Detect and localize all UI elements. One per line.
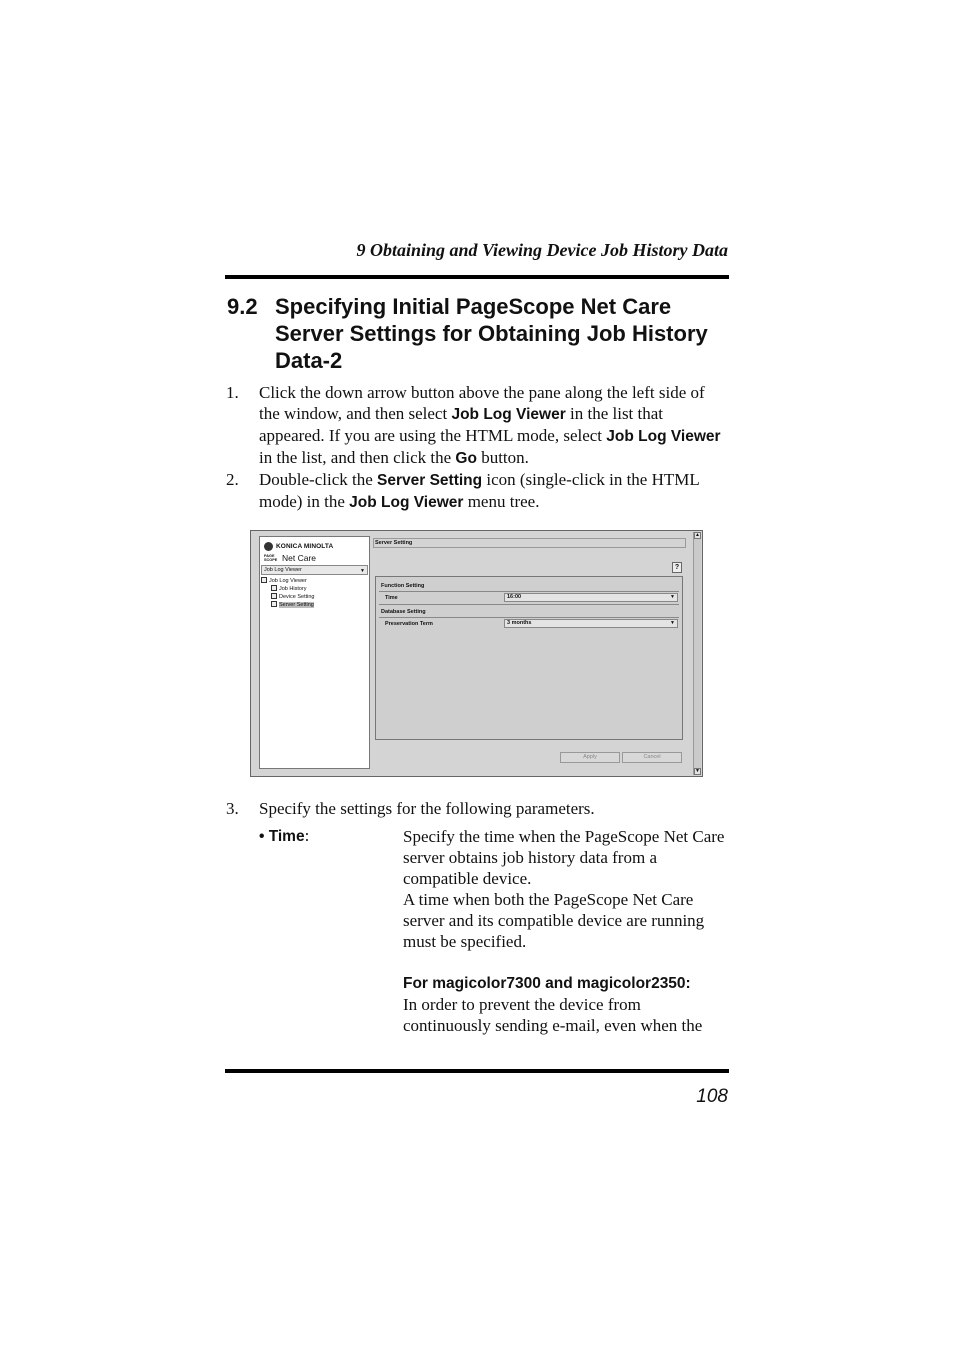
ui-term: Job Log Viewer: [451, 406, 566, 423]
panel-title: Server Setting: [373, 538, 686, 548]
server-icon: [271, 601, 277, 607]
step-number: 2.: [226, 470, 239, 489]
divider: [379, 617, 679, 618]
bullet: •: [259, 828, 265, 845]
cancel-button[interactable]: Cancel: [622, 752, 682, 763]
ui-term: Server Setting: [377, 472, 483, 489]
step-text: Click the down arrow button above the pane along the left side of the window, and then select Job Log Viewer in the list that appeared. If you are using the HTML mode, select Job Log Viewer in the list, and then click the Go button.: [259, 383, 721, 467]
divider: [379, 604, 679, 605]
chevron-down-icon[interactable]: ▼: [360, 568, 365, 574]
desc-paragraph: Specify the time when the PageScope Net Care server obtains job history data from a compatible device.: [403, 827, 725, 888]
running-header: 9 Obtaining and Viewing Device Job History Data: [356, 240, 728, 260]
step-text: Specify the settings for the following parameters.: [259, 799, 595, 818]
tree-item-device-setting[interactable]: Device Setting: [261, 593, 314, 601]
product-logo: PAGE SCOPE Net Care: [264, 553, 317, 563]
step-number: 3.: [226, 799, 239, 818]
menu-tree: [261, 577, 314, 609]
brand-icon: [264, 542, 273, 551]
section-title: Specifying Initial PageScope Net Care Server Settings for Obtaining Job History Data-2: [275, 294, 708, 373]
note-text: In order to prevent the device from continuously sending e-mail, even when the: [403, 995, 703, 1035]
step-number: 1.: [226, 383, 239, 402]
page-number: 108: [696, 1086, 728, 1107]
scroll-down-icon[interactable]: ▼: [695, 768, 700, 774]
folder-icon: [261, 577, 267, 583]
header-rule: [225, 275, 729, 279]
menu-select[interactable]: Job Log Viewer ▼: [261, 565, 368, 575]
database-setting-heading: Database Setting: [381, 609, 426, 615]
note-heading: For magicolor7300 and magicolor2350:: [403, 975, 691, 992]
time-label: Time: [385, 595, 398, 601]
vertical-scrollbar[interactable]: [693, 532, 701, 775]
time-select[interactable]: 16:00 ▼: [504, 593, 678, 602]
settings-form: [375, 576, 683, 740]
param-label: • Time:: [259, 826, 310, 845]
left-pane: [259, 536, 370, 769]
param-description: [403, 826, 728, 1036]
preservation-term-label: Preservation Term: [385, 621, 433, 627]
scroll-up-icon[interactable]: ▲: [695, 532, 700, 538]
param-name: Time: [268, 828, 305, 845]
tree-item-server-setting[interactable]: Server Setting: [261, 601, 314, 609]
device-icon: [271, 593, 277, 599]
tree-item-job-history[interactable]: Job History: [261, 585, 314, 593]
divider: [379, 591, 679, 592]
konica-minolta-logo: KONICA MINOLTA: [264, 541, 333, 551]
step-text: Double-click the Server Setting icon (single-click in the HTML mode) in the Job Log Viewer menu tree.: [259, 470, 700, 511]
apply-button[interactable]: Apply: [560, 752, 620, 763]
app-screenshot: [250, 530, 703, 777]
chevron-down-icon[interactable]: ▼: [670, 594, 675, 600]
footer-rule: [225, 1069, 729, 1073]
section-number: 9.2: [227, 294, 258, 319]
preservation-term-select[interactable]: 3 months ▼: [504, 619, 678, 628]
function-setting-heading: Function Setting: [381, 583, 425, 589]
tree-item-job-log-viewer[interactable]: Job Log Viewer: [261, 577, 314, 585]
desc-paragraph: A time when both the PageScope Net Care server and its compatible device are running must be specified.: [403, 890, 705, 951]
ui-term: Job Log Viewer: [349, 494, 464, 511]
ui-term: Go: [455, 450, 477, 467]
document-icon: [271, 585, 277, 591]
ui-term: Job Log Viewer: [606, 428, 721, 445]
chevron-down-icon[interactable]: ▼: [670, 620, 675, 626]
help-icon[interactable]: ?: [672, 562, 682, 573]
